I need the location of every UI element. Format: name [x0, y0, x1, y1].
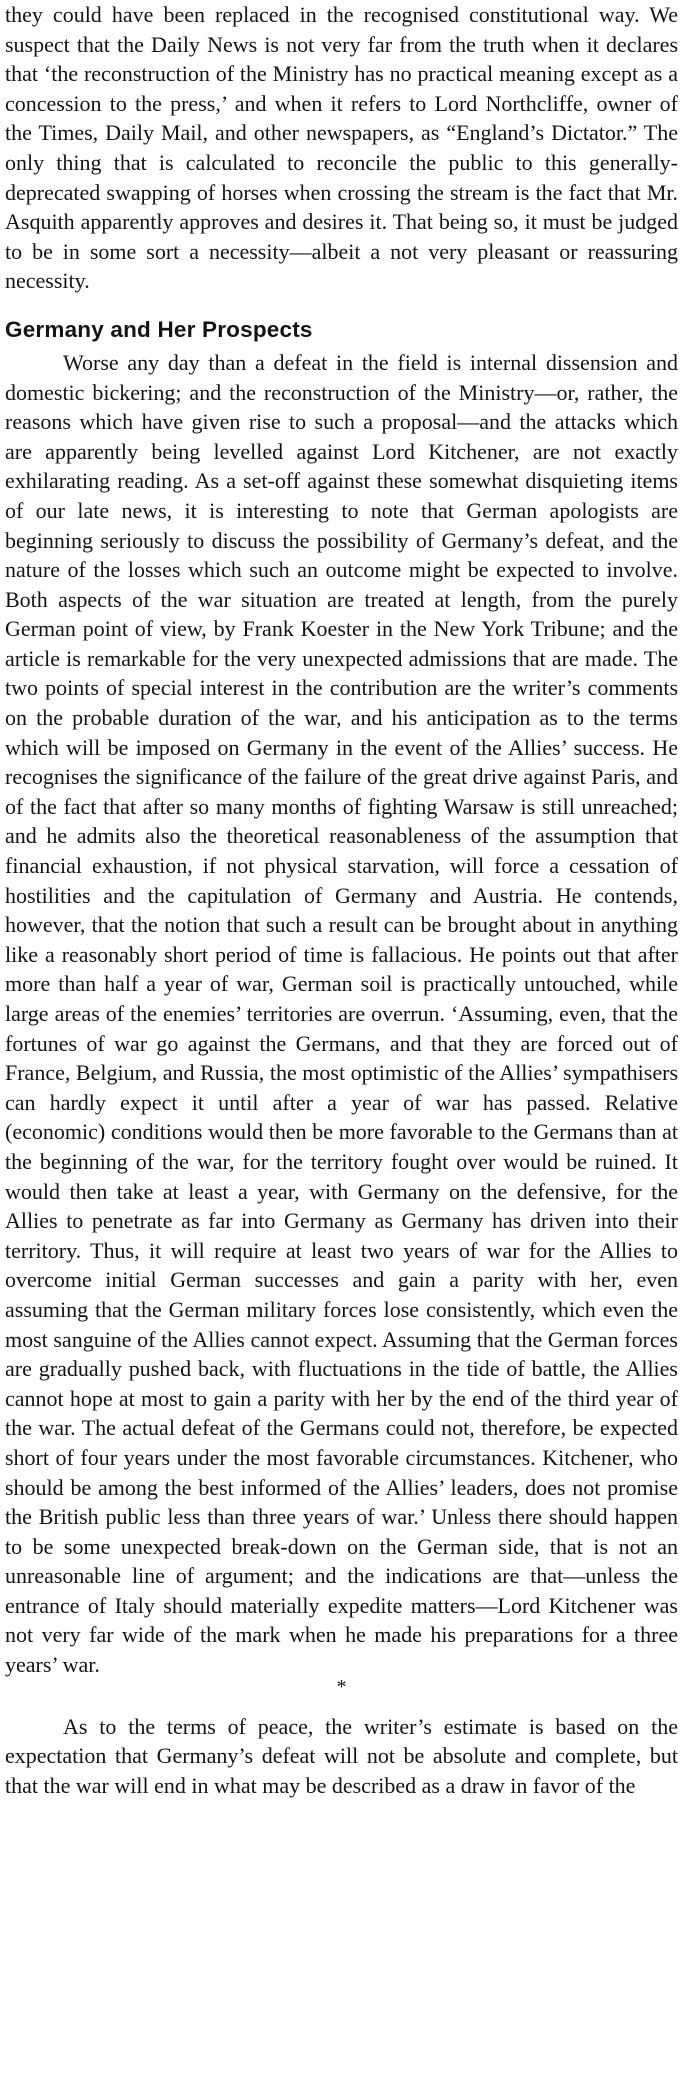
opening-paragraph: they could have been replaced in the recognised constitutional way. We suspect that the Daily News is not very far from the truth when it declares that ‘the reconstruction of the Ministry has no practical meaning except as a concession to the press,’ and when it refers to Lord Northcliffe, owner of the Times, Daily Mail, and other newspapers, as “England’s Dictator.” The only thing that is calculated to reconcile the public to this generally-deprecated swapping of horses when crossing the stream is the fact that Mr. Asquith apparently approves and desires it. That being so, it must be judged to be in some sort a necessity—albeit a not very pleasant or reassuring necessity.	[5, 2, 678, 294]
main-paragraph: Worse any day than a defeat in the field is internal dissension and domestic bickering; and the reconstruction of the Ministry—or, rather, the reasons which have given rise to such a proposal—and the attacks which are apparently being levelled against Lord Kitchener, are not exactly exhilarating reading. As a set-off against these somewhat disquieting items of our late news, it is interesting to note that German apologists are beginning seriously to discuss the possibility of Germany’s defeat, and the nature of the losses which such an outcome might be expected to involve. Both aspects of the war situation are treated at length, from the purely German point of view, by Frank Koester in the New York Tribune; and the article is remarkable for the very unexpected admissions that are made. The two points of special interest in the contribution are the writer’s comments on the probable duration of the war, and his anticipation as to the terms which will be imposed on Germany in the event of the Allies’ success. He recognises the significance of the failure of the great drive against Paris, and of the fact that after so many months of fighting Warsaw is still unreached; and he admits also the theoretical reasonableness of the assumption that financial exhaustion, if not physical starvation, will force a cessation of hostilities and the capitulation of Germany and Austria. He contends, however, that the notion that such a result can be brought about in anything like a reasonably short period of time is fallacious. He points out that after more than half a year of war, German soil is practically untouched, while large areas of the enemies’ territories are overrun. ‘Assuming, even, that the fortunes of war go against the Germans, and that they are forced out of France, Belgium, and Russia, the most optimistic of the Allies’ sympathisers can hardly expect it until after a year of war has passed. Relative (economic) conditions would then be more favorable to the Germans than at the beginning of the war, for the territory fought over would be ruined. It would then take at least a year, with Germany on the defensive, for the Allies to penetrate as far into Germany as Germany has driven into their territory. Thus, it will require at least two years of war for the Allies to overcome initial German successes and gain a parity with her, even assuming that the German military forces lose consistently, which even the most sanguine of the Allies cannot expect. Assuming that the German forces are gradually pushed back, with fluctuations in the tide of battle, the Allies cannot hope at most to gain a parity with her by the end of the third year of the war. The actual defeat of the Germans could not, therefore, be expected short of four years under the most favorable circumstances. Kitchener, who should be among the best informed of the Allies’ leaders, does not promise the British public less than three years of war.’ Unless there should happen to be some unexpected break-down on the German side, that is not an unreasonable line of argument; and the indications are that—unless the entrance of Italy should materially expedite matters—Lord Kitchener was not very far wide of the mark when he made his preparations for a three years’ war.	[5, 349, 678, 1678]
section-heading: Germany and Her Prospects	[5, 316, 313, 342]
section-separator: *	[336, 1675, 347, 1698]
final-paragraph: As to the terms of peace, the writer’s estimate is based on the expectation that Germany’s defeat will not be absolute and complete, but that the war will end in what may be described as a draw in favor of the	[5, 1713, 678, 1798]
